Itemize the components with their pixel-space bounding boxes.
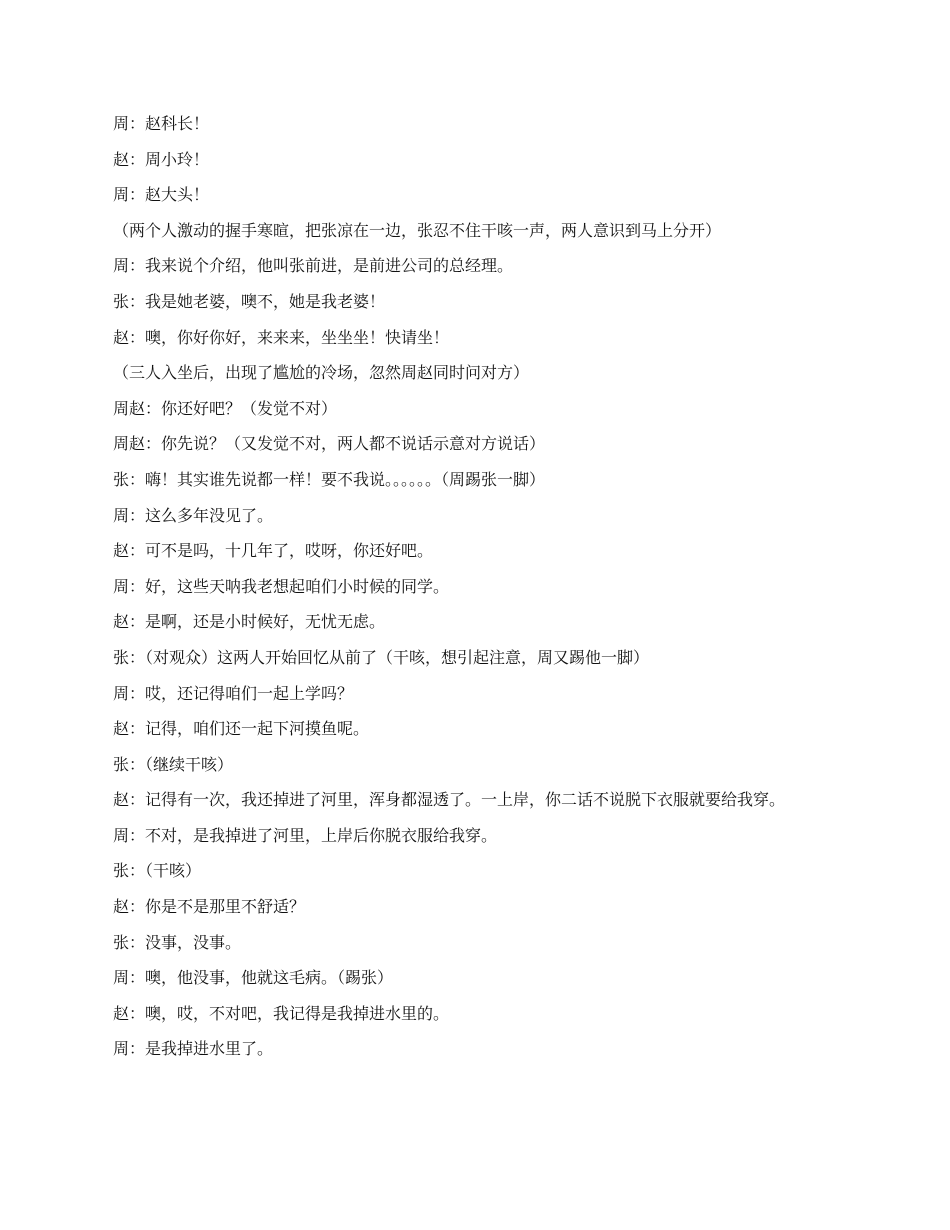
dialogue-line: 周：哎，还记得咱们一起上学吗？ bbox=[113, 683, 354, 703]
dialogue-line: 张：嗨！其实谁先说都一样！要不我说。。。。。。（周踢张一脚） bbox=[113, 469, 546, 489]
dialogue-line: 周：噢，他没事，他就这毛病。（踢张） bbox=[113, 968, 394, 988]
dialogue-line: 赵：噢，你好你好，来来来，坐坐坐！快请坐！ bbox=[113, 327, 450, 347]
dialogue-line: 张：没事，没事。 bbox=[113, 932, 242, 952]
dialogue-line: 周：是我掉进水里了。 bbox=[113, 1039, 274, 1059]
dialogue-line: 周：好，这些天呐我老想起咱们小时候的同学。 bbox=[113, 576, 450, 596]
dialogue-line: 赵：周小玲！ bbox=[113, 149, 210, 169]
dialogue-line: 赵：可不是吗，十几年了，哎呀，你还好吧。 bbox=[113, 541, 434, 561]
dialogue-line: 赵：记得有一次，我还掉进了河里，浑身都湿透了。一上岸，你二话不说脱下衣服就要给我穿。 bbox=[113, 790, 786, 810]
dialogue-line: 张：（对观众）这两人开始回忆从前了（干咳，想引起注意，周又踢他一脚） bbox=[113, 647, 650, 667]
dialogue-line: 赵：噢，哎，不对吧，我记得是我掉进水里的。 bbox=[113, 1003, 450, 1023]
dialogue-line: 周：我来说个介绍，他叫张前进，是前进公司的总经理。 bbox=[113, 256, 514, 276]
dialogue-line: 张：（干咳） bbox=[113, 861, 202, 881]
dialogue-line: 周：赵大头！ bbox=[113, 185, 210, 205]
dialogue-line: 赵：你是不是那里不舒适？ bbox=[113, 897, 306, 917]
dialogue-line: 周：赵科长！ bbox=[113, 114, 210, 133]
dialogue-line: 赵：是啊，还是小时候好，无忧无虑。 bbox=[113, 612, 386, 632]
dialogue-line: 张：我是她老婆，噢不，她是我老婆！ bbox=[113, 291, 386, 311]
dialogue-line: 周赵：你还好吧？（发觉不对） bbox=[113, 398, 338, 418]
dialogue-line: 周：这么多年没见了。 bbox=[113, 505, 274, 525]
dialogue-line: 周：不对，是我掉进了河里，上岸后你脱衣服给我穿。 bbox=[113, 825, 498, 845]
dialogue-line: 张：（继续干咳） bbox=[113, 754, 234, 774]
stage-direction: （两个人激动的握手寒暄，把张凉在一边，张忍不住干咳一声，两人意识到马上分开） bbox=[113, 220, 722, 240]
dialogue-line: 赵：记得，咱们还一起下河摸鱼呢。 bbox=[113, 719, 370, 739]
dialogue-line: 周赵：你先说？（又发觉不对，两人都不说话示意对方说话） bbox=[113, 434, 546, 454]
script-text bbox=[113, 112, 835, 1073]
stage-direction: （三人入坐后，出现了尴尬的冷场，忽然周赵同时问对方） bbox=[113, 363, 530, 383]
